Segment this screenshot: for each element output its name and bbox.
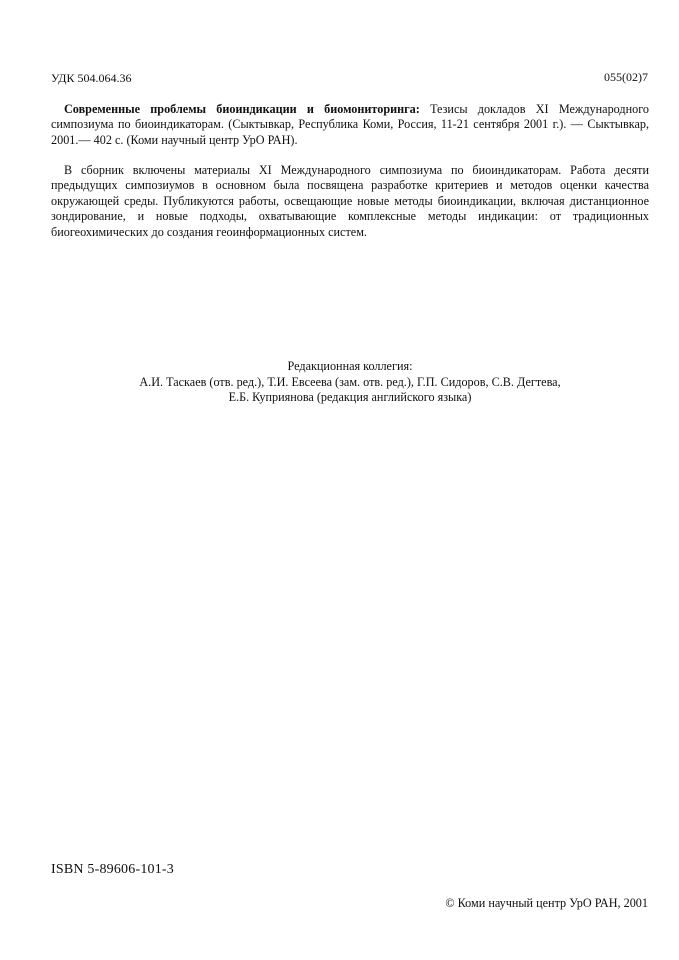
- bibliographic-details: Тезисы докладов XI Международного симпозиума по биоиндикаторам. (Сыктывкар, Республика Коми, Россия, 11-21 сентября 2001 г.). — Сыктывкар, 2001.— 402 с. (Коми научный центр УрО РАН).: [51, 102, 650, 147]
- udk-code: УДК 504.064.36: [51, 71, 132, 85]
- editorial-board: [51, 359, 649, 406]
- description-text: В сборник включены материалы XI Международного симпозиума по биоиндикаторам. Работа десяти предыдущих симпозиумов в основном была посвящена разработке критериев и методов оценки качества окружающей среды. Публикуются работы, освещающие новые методы биоиндикации, включая дистанционное зондирование, и новые подходы, охватывающие комплексные методы индикации: от традиционных биогеохимических до создания геоинформационных систем.: [51, 163, 649, 239]
- bibliographic-abstract: [51, 102, 649, 148]
- editorial-heading: Редакционная коллегия:: [287, 359, 413, 373]
- book-description: [51, 163, 649, 240]
- isbn-number: ISBN 5-89606-101-3: [51, 862, 174, 877]
- editorial-members-line-1: А.И. Таскаев (отв. ред.), Т.И. Евсеева (зам. отв. ред.), Г.П. Сидоров, С.В. Дегтева,: [139, 374, 561, 389]
- bbk-code: 055(02)7: [604, 70, 648, 84]
- copyright-notice: © Коми научный центр УрО РАН, 2001: [445, 896, 648, 910]
- book-title: Современные проблемы биоиндикации и биомониторинга:: [64, 102, 420, 116]
- editorial-members-line-2: Е.Б. Куприянова (редакция английского языка): [228, 390, 472, 405]
